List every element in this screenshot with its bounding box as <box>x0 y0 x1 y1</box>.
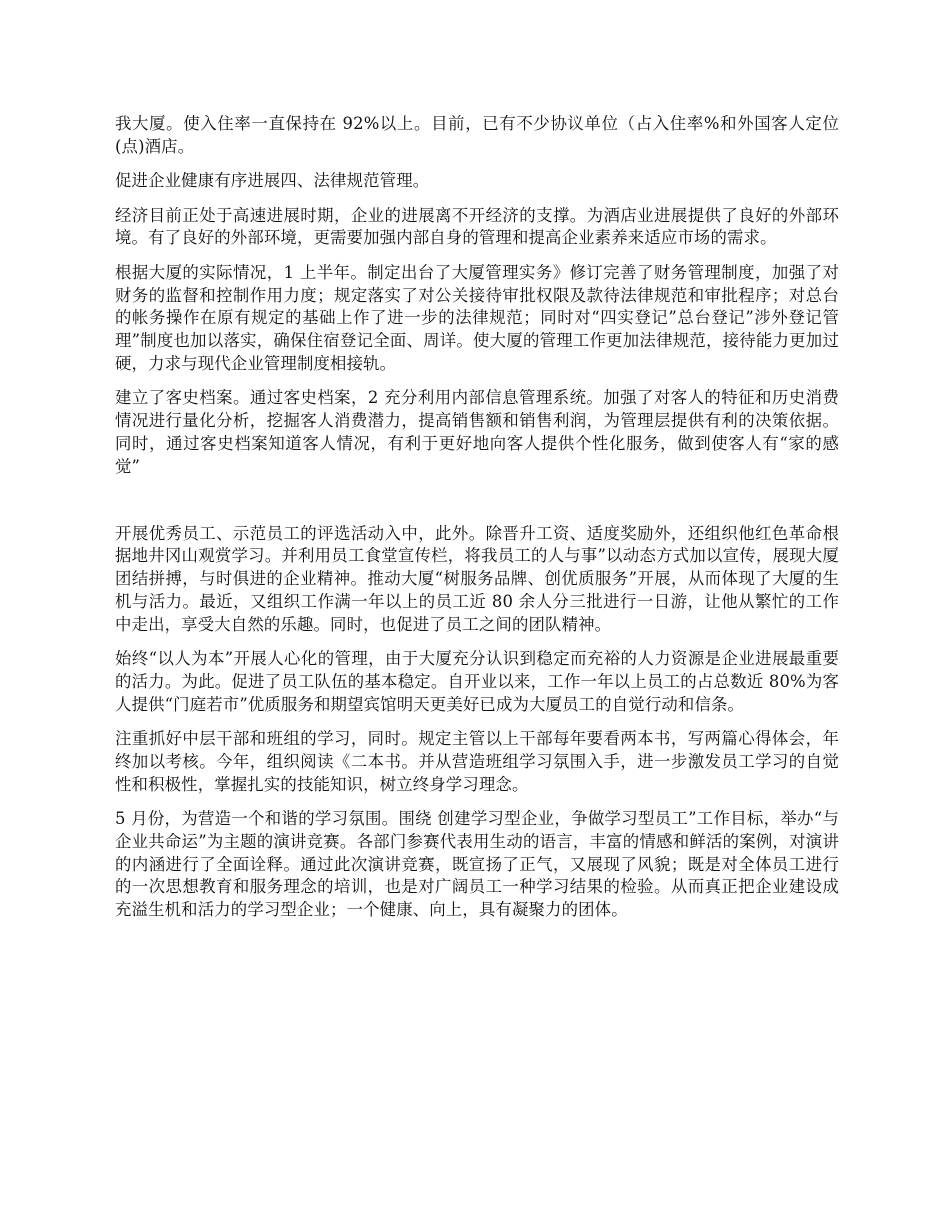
paragraph-occupancy-rate: 我大厦。使入住率一直保持在 92%以上。目前，已有不少协议单位（占入住率%和外国客人定位(点)酒店。 <box>115 114 839 156</box>
paragraph-cadre-learning: 注重抓好中层干部和班组的学习，同时。规定主管以上干部每年要看两本书，写两篇心得体会，年终加以考核。今年，组织阅读《二本书。并从营造班组学习氛围入手，进一步激发员工学习的自觉性和积极性，掌握扎实的技能知识，树立终身学习理念。 <box>115 729 839 794</box>
paragraph-guest-history-records: 建立了客史档案。通过客史档案，2 充分利用内部信息管理系统。加强了对客人的特征和历史消费情况进行量化分析，挖掘客人消费潜力，提高销售额和销售利润，为管理层提供有利的决策依据。同时，通过客史档案知道客人情况，有利于更好地向客人提供个性化服务，做到使客人有“家的感觉” <box>115 388 839 476</box>
paragraph-outstanding-staff: 开展优秀员工、示范员工的评选活动入中，此外。除晋升工资、适度奖励外，还组织他红色革命根据地井冈山观赏学习。并利用员工食堂宣传栏，将我员工的人与事”以动态方式加以宣传，展现大厦团结拼搏，与时俱进的企业精神。推动大厦“树服务品牌、创优质服务”开展，从而体现了大厦的生机与活力。最近，又组织工作满一年以上的员工近 80 余人分三批进行一日游，让他从繁忙的工作中走出，享受大自然的乐趣。同时，也促进了员工之间的团队精神。 <box>115 523 839 634</box>
paragraph-financial-management: 根据大厦的实际情况，1 上半年。制定出台了大厦管理实务》修订完善了财务管理制度，加强了对财务的监督和控制作用力度；规定落实了对公关接待审批权限及款待法律规范和审批程序；对总台的帐务操作在原有规定的基础上作了进一步的法律规范；同时对“四实登记”总台登记”涉外登记管理”制度也加以落实，确保住宿登记全面、周详。使大厦的管理工作更加法律规范，接待能力更加过硬，力求与现代企业管理制度相接轨。 <box>115 262 839 373</box>
paragraph-speech-contest: 5 月份，为营造一个和谐的学习氛围。围绕 创建学习型企业，争做学习型员工”工作目标，举办“与企业共命运”为主题的演讲竞赛。各部门参赛代表用生动的语言，丰富的情感和鲜活的案例，对演讲的内涵进行了全面诠释。通过此次演讲竞赛，既宣扬了正气，又展现了风貌；既是对全体员工进行的一次思想教育和服务理念的培训，也是对广阔员工一种学习结果的检验。从而真正把企业建设成充溢生机和活力的学习型企业；一个健康、向上，具有凝聚力的团体。 <box>115 809 839 920</box>
document-body <box>115 113 839 934</box>
paragraph-legal-management-heading: 促进企业健康有序进展四、法律规范管理。 <box>115 171 430 191</box>
paragraph-economic-environment: 经济目前正处于高速进展时期，企业的进展离不开经济的支撑。为酒店业进展提供了良好的外部环境。有了良好的外部环境，更需要加强内部自身的管理和提高企业素养来适应市场的需求。 <box>115 205 839 248</box>
paragraph-people-oriented: 始终“以人为本”开展人心化的管理，由于大厦充分认识到稳定而充裕的人力资源是企业进展最重要的活力。为此。促进了员工队伍的基本稳定。自开业以来，工作一年以上员工的占总数近 80%为客人提供“门庭若市”优质服务和期望宾馆明天更美好已成为大厦员工的自觉行动和信条。 <box>115 649 839 714</box>
